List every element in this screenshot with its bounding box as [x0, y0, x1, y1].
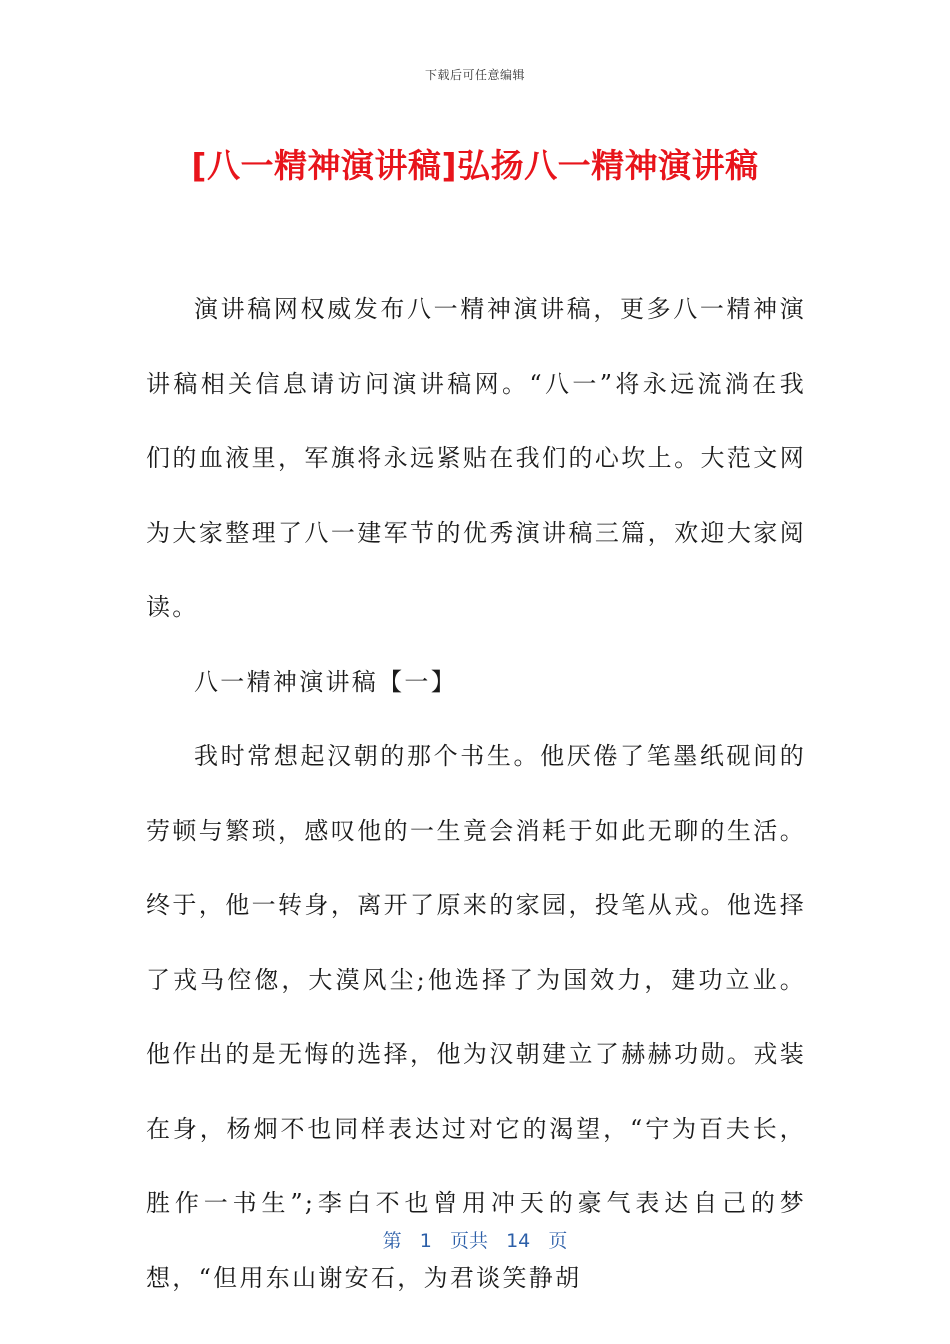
document-title: [八一精神演讲稿]弘扬八一精神演讲稿 [191, 146, 759, 185]
page-footer [0, 1226, 950, 1253]
intro-paragraph: 演讲稿网权威发布八一精神演讲稿，更多八一精神演讲稿相关信息请访问演讲稿网。“八一”将永远流淌在我们的血液里，军旗将永远紧贴在我们的心坎上。大范文网为大家整理了八一建军节的优秀演讲稿三篇，欢迎大家阅读。 [146, 295, 806, 621]
body-paragraph: 我时常想起汉朝的那个书生。他厌倦了笔墨纸砚间的劳顿与繁琐，感叹他的一生竟会消耗于如此无聊的生活。终于，他一转身，离开了原来的家园，投笔从戎。他选择了戎马倥偬，大漠风尘;他选择了为国效力，建功立业。他作出的是无悔的选择，他为汉朝建立了赫赫功勋。戎装在身，杨炯不也同样表达过对它的渴望，“宁为百夫长，胜作一书生”;李白不也曾用冲天的豪气表达自己的梦想，“但用东山谢安石，为君谈笑静胡 [146, 742, 806, 1292]
document-body [146, 272, 806, 1315]
footer-total-pages: 14 [506, 1230, 531, 1252]
footer-suffix: 页 [548, 1230, 568, 1252]
footer-prefix: 第 [382, 1230, 402, 1252]
header-note: 下载后可任意编辑 [424, 68, 525, 82]
section-heading: 八一精神演讲稿【一】 [194, 667, 457, 696]
footer-middle: 页共 [449, 1230, 488, 1252]
footer-current-page: 1 [419, 1230, 432, 1252]
